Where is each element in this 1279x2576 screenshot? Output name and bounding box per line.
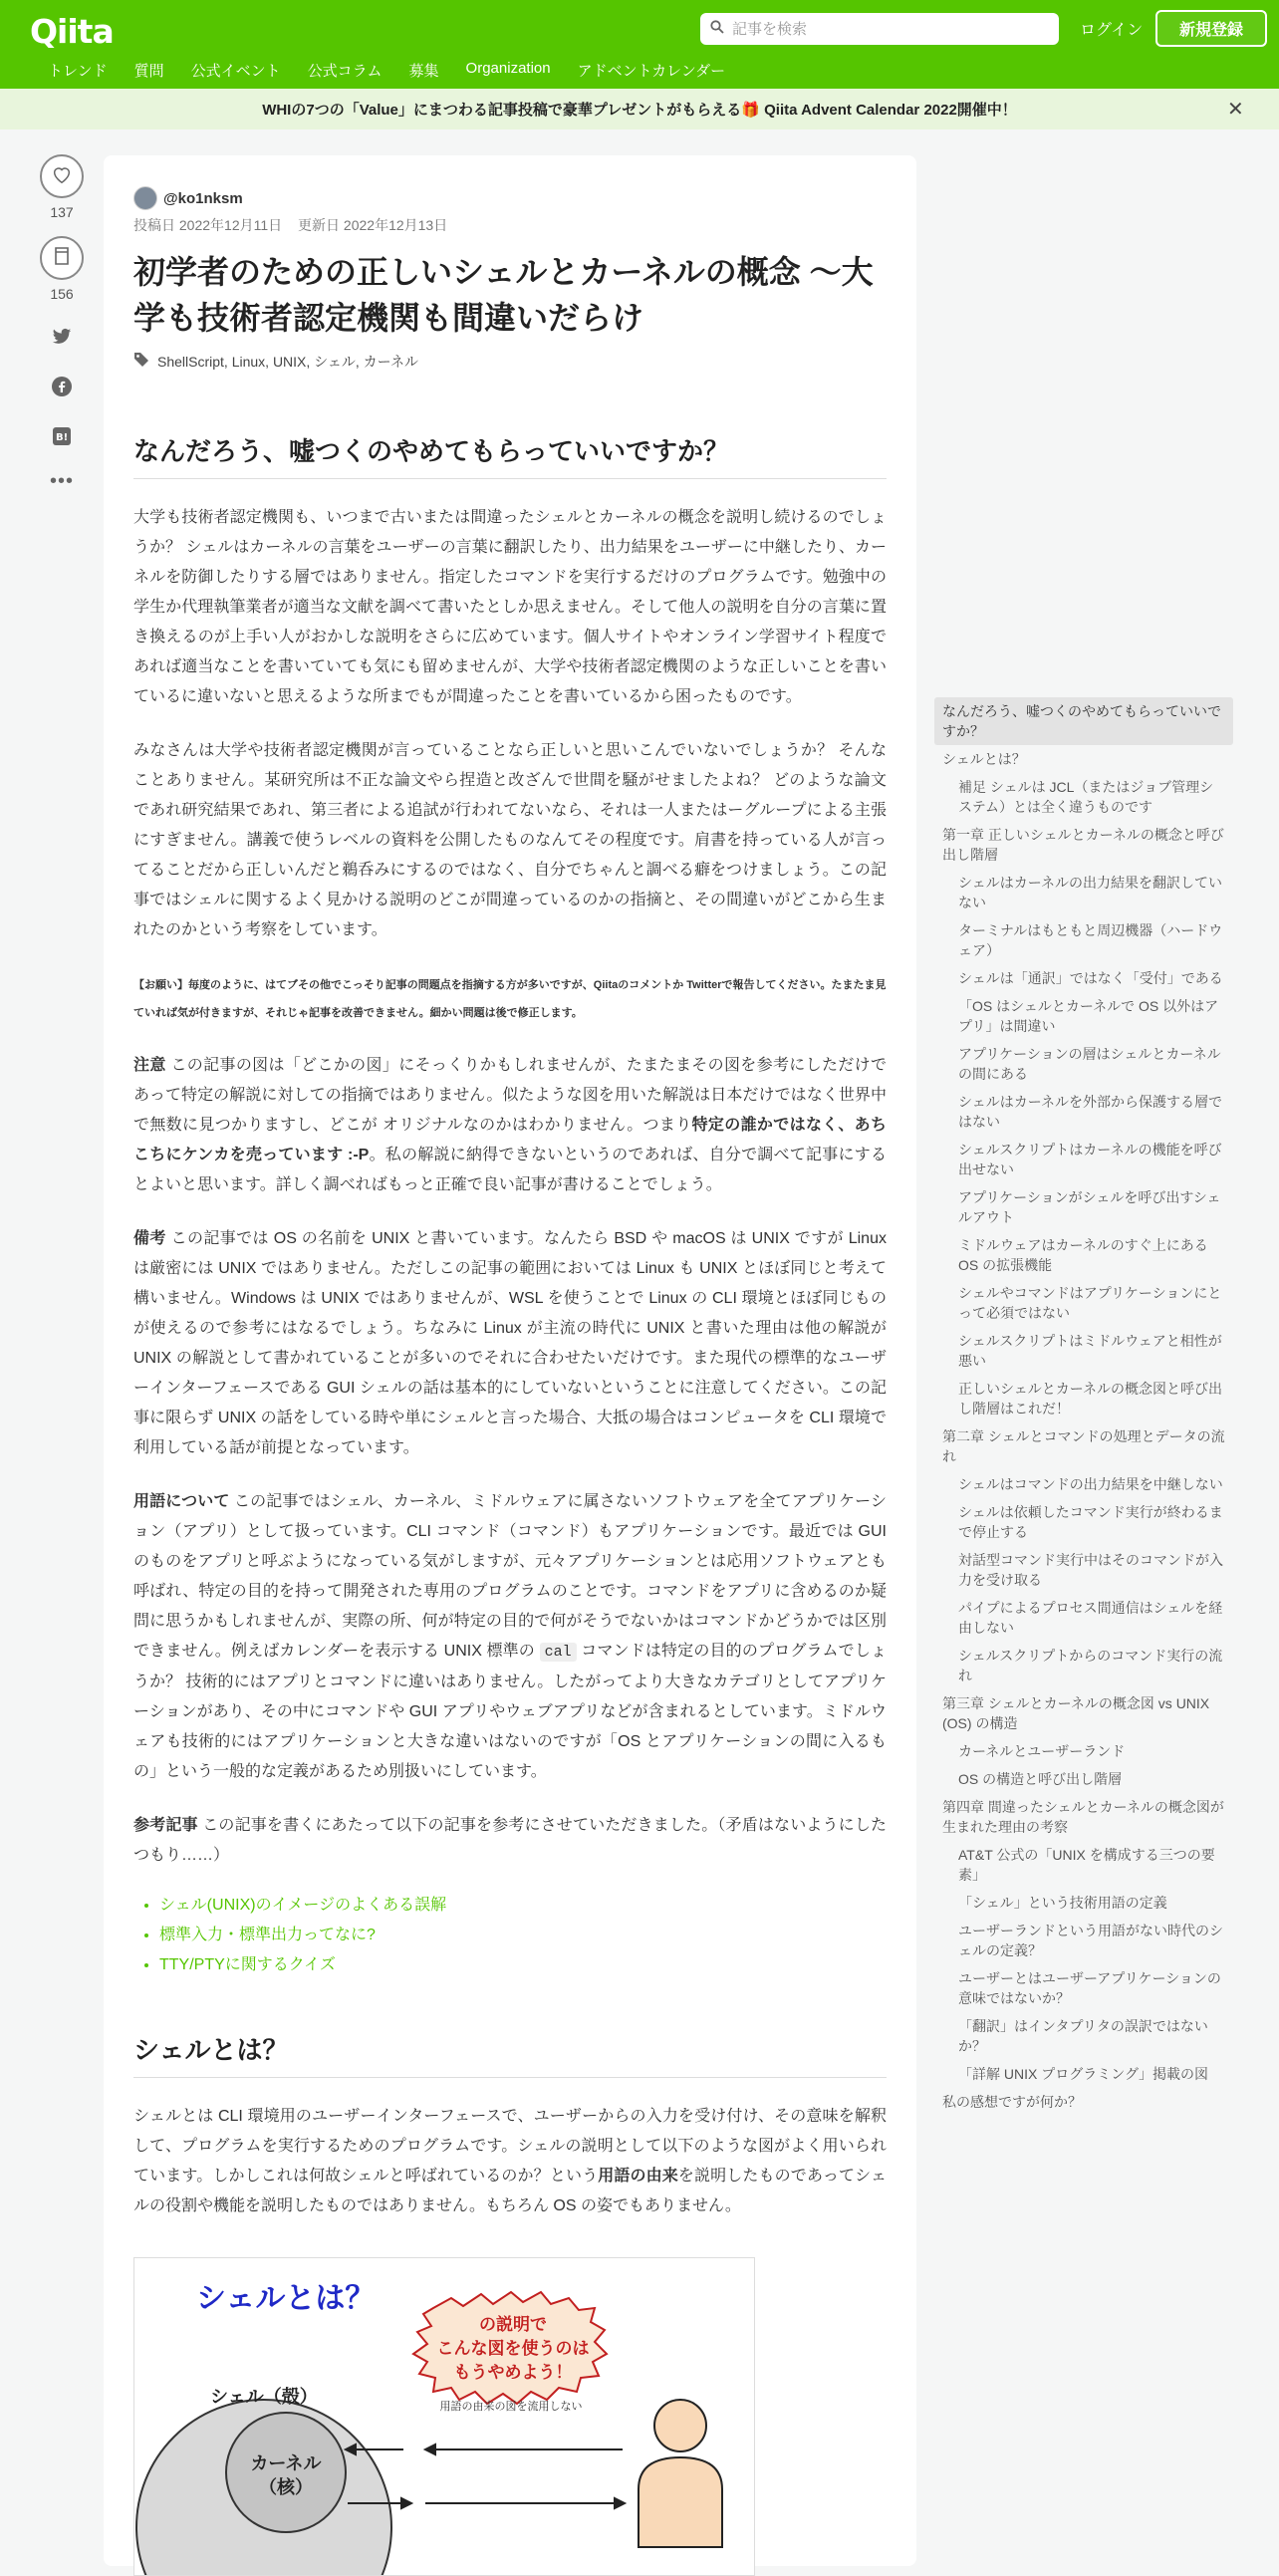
more-options-icon[interactable]: ••• bbox=[49, 470, 74, 492]
remarks-paragraph bbox=[133, 1224, 887, 1463]
facebook-icon[interactable] bbox=[40, 377, 84, 401]
nav-item-official-columns[interactable]: 公式コラム bbox=[307, 63, 383, 80]
paragraph bbox=[133, 2102, 887, 2221]
toc-item[interactable]: シェルやコマンドはアプリケーションにとって必須ではない bbox=[958, 1285, 1222, 1321]
banner-text[interactable]: WHIの7つの「Value」にまつわる記事投稿で豪華プレゼントがもらえる🎁 Qiita Advent Calendar 2022開催中！ bbox=[262, 102, 1017, 119]
toc-item[interactable]: 第二章 シェルとコマンドの処理とデータの流れ bbox=[942, 1428, 1225, 1464]
paragraph: 大学も技術者認定機関も、いつまで古いまたは間違ったシェルとカーネルの概念を説明し続けるのでしょうか？ シェルはカーネルの言葉をユーザーの言葉に翻訳したり、出力結果をユーザーに中継したり、カーネルを防御したりする層ではありません。指定したコマンドを実行するだけのプログラムです。勉強中の学生か代理執筆業者が適当な文献を調べて書いたとしか思えません。そして他人の説明を自分の言葉に置き換えるのが上手い人がおかしな説明をさらに広めています。個人サイトやオンライン学習サイト程度であれば適当なことを書いていても気にも留めませんが、大学や技術者認定機関のような正しいことを書いているに違いないと思えるような所までもが間違ったことを書いているから困ったものです。 bbox=[133, 508, 887, 705]
terms-text-end: コマンドは特定の目的のプログラムでしょうか？ 技術的にはアプリとコマンドに違いはありません。したがってより大きなカテゴリとしてアプリケーションがあり、その中にコマンドや GUI アプリやウェブアプリなどが含まれるとしています。ミドルウェアも技術的にはアプリケーションと大きな違いはないのですが「OS とアプリケーションの間に入るもの」という一般的な定義があるため別扱いにしています。 bbox=[133, 1642, 887, 1780]
article-dates bbox=[133, 215, 887, 235]
author-name[interactable]: @ko1nksm bbox=[163, 189, 243, 207]
caution-emphasis: 特定の誰かではなく、あちこちにケンカを売っています :-P bbox=[133, 1116, 887, 1163]
author-row[interactable] bbox=[133, 185, 887, 211]
paragraph: みなさんは大学や技術者認定機関が言っていることなら正しいと思いこんでいないでしょうか？ そんなことありません。某研究所は不正な論文やら捏造と改ざんで世間を騒がせましたよね？ どのような論文であれ研究結果であれ、第三者による追試が行われてないなら、それは一人またはーグループによる主張にすぎません。講義で使うレベルの資料を公開したものなんてその程度です。肩書を持っている人が言ってることだから正しいんだと鵜呑みにするのではなく、自分でちゃんと調べる癖をつけましょう。この記事ではシェルに関するよく見かける説明のどこが間違っているのかの指摘と、その間違いがどこから生まれたのかという考察をしています。 bbox=[133, 741, 887, 938]
tags[interactable]: ShellScript, Linux, UNIX, シェル, カーネル bbox=[157, 353, 418, 370]
hatena-bookmark-icon[interactable] bbox=[40, 427, 84, 450]
reference-link[interactable]: • シェル(UNIX)のイメージのよくある誤解 bbox=[159, 1891, 887, 1921]
toc-item[interactable]: シェルスクリプトからのコマンド実行の流れ bbox=[958, 1648, 1223, 1683]
toc-item[interactable]: シェルは「通訳」ではなく「受付」である bbox=[958, 970, 1223, 986]
terms-label: 用語について bbox=[133, 1492, 230, 1510]
paragraph-text: シェルとは CLI 環境用のユーザーインターフェースで、ユーザーからの入力を受け付け、その意味を解釈して、プログラムを実行するためのプログラムです。シェルの説明として以下のような図がよく用いられています。しかしこれは何故シェルと呼ばれているのか？という bbox=[133, 2107, 887, 2185]
signup-button[interactable]: 新規登録 bbox=[1155, 10, 1267, 47]
toc-item[interactable]: ミドルウェアはカーネルのすぐ上にある OS の拡張機能 bbox=[958, 1237, 1208, 1273]
campaign-banner[interactable] bbox=[0, 89, 1279, 129]
references-label: 参考記事 bbox=[133, 1816, 198, 1834]
login-link[interactable]: ログイン bbox=[1080, 22, 1144, 39]
global-header bbox=[0, 0, 1279, 89]
toc-item[interactable]: 正しいシェルとカーネルの概念図と呼び出し階層はこれだ！ bbox=[958, 1381, 1223, 1417]
request-note: 【お願い】毎度のように、はてブその他でこっそり記事の問題点を指摘する方が多いですが、Qiitaのコメントか Twitterで報告してください。たまたま見ていれば気が付きますが、それじゃ記事を改善できません。細かい問題は後で修正します。 bbox=[133, 978, 887, 1019]
toc-item[interactable]: 第四章 間違ったシェルとカーネルの概念図が生まれた理由の考察 bbox=[942, 1799, 1224, 1835]
twitter-icon[interactable] bbox=[40, 328, 84, 351]
reference-link[interactable]: • TTY/PTYに関するクイズ bbox=[159, 1950, 887, 1980]
toc-item[interactable]: ユーザーランドという用語がない時代のシェルの定義？ bbox=[958, 1923, 1223, 1958]
global-nav bbox=[48, 60, 725, 81]
caution-text-end: 。私の解説に納得できないというのであれば、自分で調べて記事にするとよいと思います。詳しく調べればもっと正確で良い記事が書けることでしょう。 bbox=[133, 1146, 887, 1193]
toc-item[interactable]: ターミナルはもともと周辺機器（ハードウェア） bbox=[958, 922, 1223, 958]
caution-text: この記事の図は「どこかの図」にそっくりかもしれませんが、たまたまその図を参考にしただけであって特定の解説に対しての指摘ではありません。似たような図を用いた解説は日本だけではなく世界中で無数に見つかりますし、どこが オリジナルなのかはわかりません。つまり bbox=[133, 1056, 887, 1134]
inline-code: cal bbox=[540, 1643, 577, 1662]
nav-item-questions[interactable]: 質問 bbox=[133, 63, 164, 80]
toc-item[interactable]: シェルはコマンドの出力結果を中継しない bbox=[958, 1476, 1223, 1492]
paragraph-text-end: を説明したものであってシェルの役割や機能を説明したものではありません。もちろん OS の姿でもありません。 bbox=[133, 2167, 887, 2214]
shell-concept-figure[interactable] bbox=[133, 2257, 755, 2576]
stock-count: 156 bbox=[50, 286, 74, 302]
callout-line-3: もうやめよう！ bbox=[453, 2362, 573, 2383]
search-input[interactable] bbox=[732, 21, 1031, 38]
toc-item[interactable]: パイプによるプロセス間通信はシェルを経由しない bbox=[958, 1600, 1223, 1636]
caution-paragraph bbox=[133, 1051, 887, 1200]
stock-button[interactable] bbox=[40, 236, 84, 280]
toc-item[interactable]: シェルはカーネルの出力結果を翻訳していない bbox=[958, 875, 1223, 910]
search-box[interactable] bbox=[700, 13, 1059, 45]
toc-item[interactable]: カーネルとユーザーランド bbox=[958, 1743, 1126, 1759]
kernel-label: カーネル bbox=[250, 2452, 322, 2474]
toc-item[interactable]: シェルとは？ bbox=[942, 751, 1026, 767]
like-button[interactable] bbox=[40, 154, 84, 198]
terms-text: この記事ではシェル、カーネル、ミドルウェアに属さないソフトウェアを全てアプリケーション（アプリ）として扱っています。CLI コマンド（コマンド）もアプリケーションです。最近では GUI のものをアプリと呼ぶようになっている気がしますが、元々アプリケーションとは応用ソフトウェアとも呼ばれ、特定の目的を持って開発された専用のプログラムのことです。コマンドをアプリに含めるのか疑問に思うかもしれませんが、実際の所、何が特定の目的で何がそうでないかはコマンドかどうかでは区別できません。例えばカレンダーを表示する UNIX 標準の bbox=[133, 1492, 887, 1660]
article-actions bbox=[40, 154, 90, 493]
nav-item-advent-calendar[interactable]: アドベントカレンダー bbox=[577, 63, 726, 80]
nav-item-official-events[interactable]: 公式イベント bbox=[190, 63, 281, 80]
toc-item[interactable]: 私の感想ですが何か？ bbox=[942, 2094, 1082, 2110]
article-card bbox=[104, 155, 916, 2566]
nav-item-recruit[interactable]: 募集 bbox=[408, 63, 439, 80]
user-figure bbox=[639, 2400, 722, 2547]
reference-link[interactable]: • 標準入力・標準出力ってなに? bbox=[159, 1921, 887, 1950]
toc-item[interactable]: アプリケーションの層はシェルとカーネルの間にある bbox=[958, 1046, 1221, 1082]
qiita-logo[interactable]: Qiita bbox=[30, 12, 114, 51]
toc-item[interactable]: AT&T 公式の「UNIX を構成する三つの要素」 bbox=[958, 1847, 1215, 1883]
references-text: この記事を書くにあたって以下の記事を参考にさせていただきました。（矛盾はないようにしたつもり……） bbox=[133, 1816, 887, 1864]
emphasis: 用語の由来 bbox=[598, 2167, 678, 2185]
toc-item[interactable]: ユーザーとはユーザーアプリケーションの意味ではないか？ bbox=[958, 1970, 1221, 2006]
heart-icon bbox=[51, 163, 73, 190]
toc-item[interactable]: シェルは依頼したコマンド実行が終わるまで停止する bbox=[958, 1504, 1223, 1540]
posted-date: 投稿日 2022年12月11日 bbox=[133, 217, 283, 233]
terms-paragraph bbox=[133, 1487, 887, 1787]
toc-item[interactable]: 第一章 正しいシェルとカーネルの概念と呼び出し階層 bbox=[942, 827, 1224, 863]
search-icon bbox=[710, 20, 724, 39]
svg-text:B!: B! bbox=[56, 432, 69, 443]
toc-item[interactable]: シェルスクリプトはカーネルの機能を呼び出せない bbox=[958, 1142, 1222, 1177]
callout-line-2: こんな図を使うのは bbox=[436, 2338, 590, 2359]
avatar[interactable] bbox=[133, 186, 157, 210]
callout-caption: 用語の由来の図を流用しない bbox=[439, 2399, 583, 2413]
callout-line-1: の説明で bbox=[479, 2314, 547, 2335]
references-paragraph bbox=[133, 1811, 887, 1871]
close-icon[interactable]: ✕ bbox=[1227, 99, 1244, 121]
remarks-text: この記事では OS の名前を UNIX と書いています。なんたら BSD や macOS は UNIX ですが Linux は厳密には UNIX ではありません。ただしこの記事の範囲においては Linux も UNIX とほぼ同じと考えて構いません。Windows は UNIX ではありませんが、WSL を使うことで Linux の CLI 環境とほぼ同じものが使えるので参考にはなるでしょう。ちなみに Linux が主流の時代に UNIX と書いた理由は他の解説が UNIX の解説として書かれていることが多いのでそれに合わせたいだけです。また現代の標準的なユーザーインターフェースである GUI シェルの話は基本的にしていないということに注意してください。この記事に限らず UNIX の話をしている時や単にシェルと言った場合、大抵の場合はコンピュータを CLI 環境で利用している話が前提となっています。 bbox=[133, 1229, 887, 1456]
section-heading: なんだろう、嘘つくのやめてもらっていいですか？ bbox=[133, 431, 887, 479]
toc-item[interactable]: シェルスクリプトはミドルウェアと相性が悪い bbox=[958, 1333, 1222, 1369]
section-heading: シェルとは？ bbox=[133, 2030, 887, 2078]
toc-item[interactable]: 「シェル」という技術用語の定義 bbox=[958, 1895, 1167, 1911]
like-count: 137 bbox=[50, 204, 74, 220]
toc-item[interactable]: アプリケーションがシェルを呼び出すシェルアウト bbox=[958, 1189, 1221, 1225]
toc-item[interactable]: OS の構造と呼び出し階層 bbox=[958, 1771, 1123, 1787]
nav-item-organization[interactable]: Organization bbox=[465, 60, 551, 77]
toc-item[interactable]: なんだろう、嘘つくのやめてもらっていいですか？ bbox=[934, 697, 1233, 745]
remarks-label: 備考 bbox=[133, 1229, 166, 1247]
article-title: 初学者のための正しいシェルとカーネルの概念 ～大学も技術者認定機関も間違いだらけ bbox=[133, 254, 874, 337]
toc-item[interactable]: シェルはカーネルを外部から保護する層ではない bbox=[958, 1094, 1223, 1130]
toc-item[interactable]: 「詳解 UNIX プログラミング」掲載の図 bbox=[958, 2066, 1208, 2082]
kernel-sublabel: （核） bbox=[259, 2476, 313, 2498]
toc-item[interactable]: 第三章 シェルとカーネルの概念図 vs UNIX (OS) の構造 bbox=[942, 1695, 1210, 1731]
shell-label: シェル（殻） bbox=[210, 2386, 318, 2408]
toc-item[interactable]: 「翻訳」はインタプリタの誤訳ではないか？ bbox=[958, 2018, 1208, 2054]
article-content bbox=[133, 185, 887, 2576]
nav-item-trend[interactable]: トレンド bbox=[48, 63, 108, 80]
caution-label: 注意 bbox=[133, 1056, 166, 1074]
tag-list bbox=[133, 352, 887, 372]
updated-date[interactable]: 更新日 2022年12月13日 bbox=[298, 217, 448, 233]
table-of-contents bbox=[934, 697, 1233, 2116]
reference-list bbox=[133, 1891, 887, 1980]
toc-item[interactable]: 対話型コマンド実行中はそのコマンドが入力を受け取る bbox=[958, 1552, 1223, 1588]
figure-title: シェルとは？ bbox=[196, 2280, 376, 2316]
tag-icon bbox=[133, 352, 149, 371]
toc-item[interactable]: 補足 シェルは JCL（またはジョブ管理システム）とは全く違うものです bbox=[958, 779, 1214, 815]
toc-item[interactable]: 「OS はシェルとカーネルで OS 以外はアプリ」は間違い bbox=[958, 998, 1219, 1034]
folder-icon bbox=[52, 245, 72, 272]
